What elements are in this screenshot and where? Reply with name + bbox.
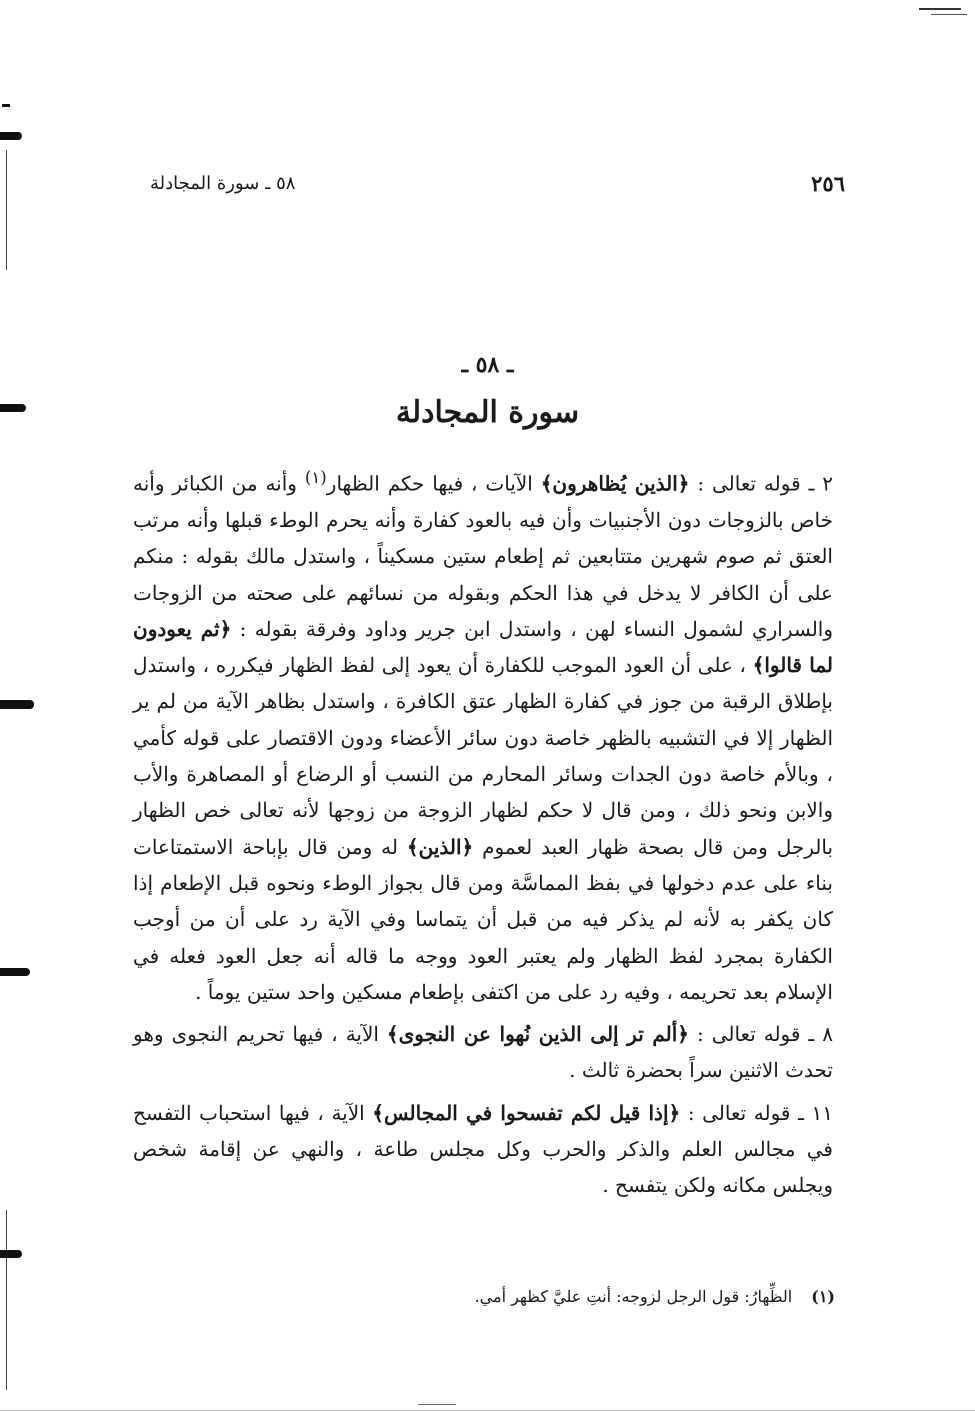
- scan-artifact-rule: [6, 1210, 7, 1390]
- binding-mark: [0, 1250, 22, 1258]
- paragraph-text: ، على أن العود الموجب للكفارة أن يعود إلى لفظ الظهار فيكرره ، واستدل بإطلاق الرقبة من جوز في كفارة الظهار عتق الكافرة ، واستدل بظاهر الآية من لم ير الظهار إلا في التشبيه بالظهر خاصة دون سائر الأعضاء ودون الاقتصار على قوله كأمي ، وبالأم خاصة دون الجدات وسائر المحارم من النسب أو الرضاع أو المصاهرة والأب والابن ونحو ذلك ، ومن قال لا حكم لظهار الزوجة من زوجها لأنه تعالى خص الظهار بالرجل ومن قال بصحة ظهار العبد لعموم: [133, 653, 834, 859]
- surah-number: ـ ٥٨ ـ: [461, 352, 514, 378]
- paragraph-text: الآية ، فيها تحريم النجوى وهو تحدث الاثنين سراً بحضرة ثالث .: [133, 1022, 833, 1083]
- binding-mark: [2, 104, 10, 107]
- binding-mark: [0, 700, 34, 709]
- quran-quote: ﴿الذين يُظاهرون﴾: [540, 471, 690, 496]
- footnote-text: الظِّهارُ: قول الرجل لزوجه: أنتِ عليَّ كظهر أمي.: [474, 1287, 793, 1306]
- paragraph-text: وأنه من الكبائر وأنه خاص بالزوجات دون الأجنبيات وأن فيه بالعود كفارة وأنه يحرم الوطء قبلها وأنه مرتب العتق ثم صوم شهرين متتابعين ثم إطعام ستين مسكيناً ، واستدل مالك بقوله : منكم على أن الكافر لا يدخل في هذا الحكم وبقوله من نسائهم على صحته من الزوجات والسراري لشمول النساء لهن ، واستدل ابن جرير وداود وفرقة بقوله :: [133, 471, 833, 641]
- paragraph-text: ١١ ـ قوله تعالى :: [680, 1100, 833, 1125]
- paragraph-text: له ومن قال بإباحة الاستمتاعات بناء على عدم دخولها في بفظ المماسَّة ومن قال بجواز الوطء ونحوه قبل الإطعام إذا كان يكفر به لأنه لم يذكر فيه من قبل أن يتماسا وفي الآية رد على أن من أوجب الكفارة بمجرد لفظ الظهار ولم يعتبر العود ووجه ما قاله أنه جعل العود فعله في الإسلام بعد تحريمه ، وفيه رد على من اكتفى بإطعام مسكين واحد ستين يوماً .: [133, 834, 833, 1004]
- paragraph-text: الآية ، فيها استحباب التفسح في مجالس العلم والذكر والحرب وكل مجلس طاعة ، والنهي عن إقامة شخص ويجلس مكانه ولكن يتفسح .: [133, 1100, 833, 1198]
- footnote-mark: (١): [811, 1287, 835, 1306]
- scan-artifact-line: [919, 8, 961, 10]
- paragraph-text: ٢ ـ قوله تعالى :: [689, 471, 833, 496]
- running-head: [150, 168, 845, 198]
- footnote: [135, 1287, 835, 1306]
- quran-quote: ﴿ثم يعودون لما قالوا﴾: [133, 616, 833, 678]
- scan-artifact-line: [418, 1404, 456, 1405]
- scan-artifact-rule: [6, 150, 7, 270]
- surah-title: سورة المجادلة: [395, 395, 580, 430]
- binding-mark: [0, 968, 30, 976]
- paragraph: [133, 1016, 833, 1089]
- running-title: ٥٨ ـ سورة المجادلة: [150, 172, 296, 194]
- quran-quote: ﴿إذا قيل لكم تفسحوا في المجالس﴾: [372, 1100, 681, 1125]
- page-number: ٢٥٦: [811, 170, 845, 196]
- binding-mark: [0, 132, 22, 140]
- paragraph: [133, 460, 833, 1010]
- commentary-body: [133, 460, 833, 1210]
- quran-quote: ﴿الذين﴾: [406, 834, 474, 859]
- footnote-ref: (١): [304, 468, 327, 487]
- quran-quote: ﴿ألم تر إلى الذين نُهوا عن النجوى﴾: [386, 1022, 690, 1047]
- paragraph-text: ٨ ـ قوله تعالى :: [689, 1022, 833, 1047]
- scan-artifact-line: [931, 14, 967, 15]
- paragraph-text: الآيات ، فيها حكم الظهار: [326, 471, 541, 496]
- paragraph: [133, 1095, 833, 1204]
